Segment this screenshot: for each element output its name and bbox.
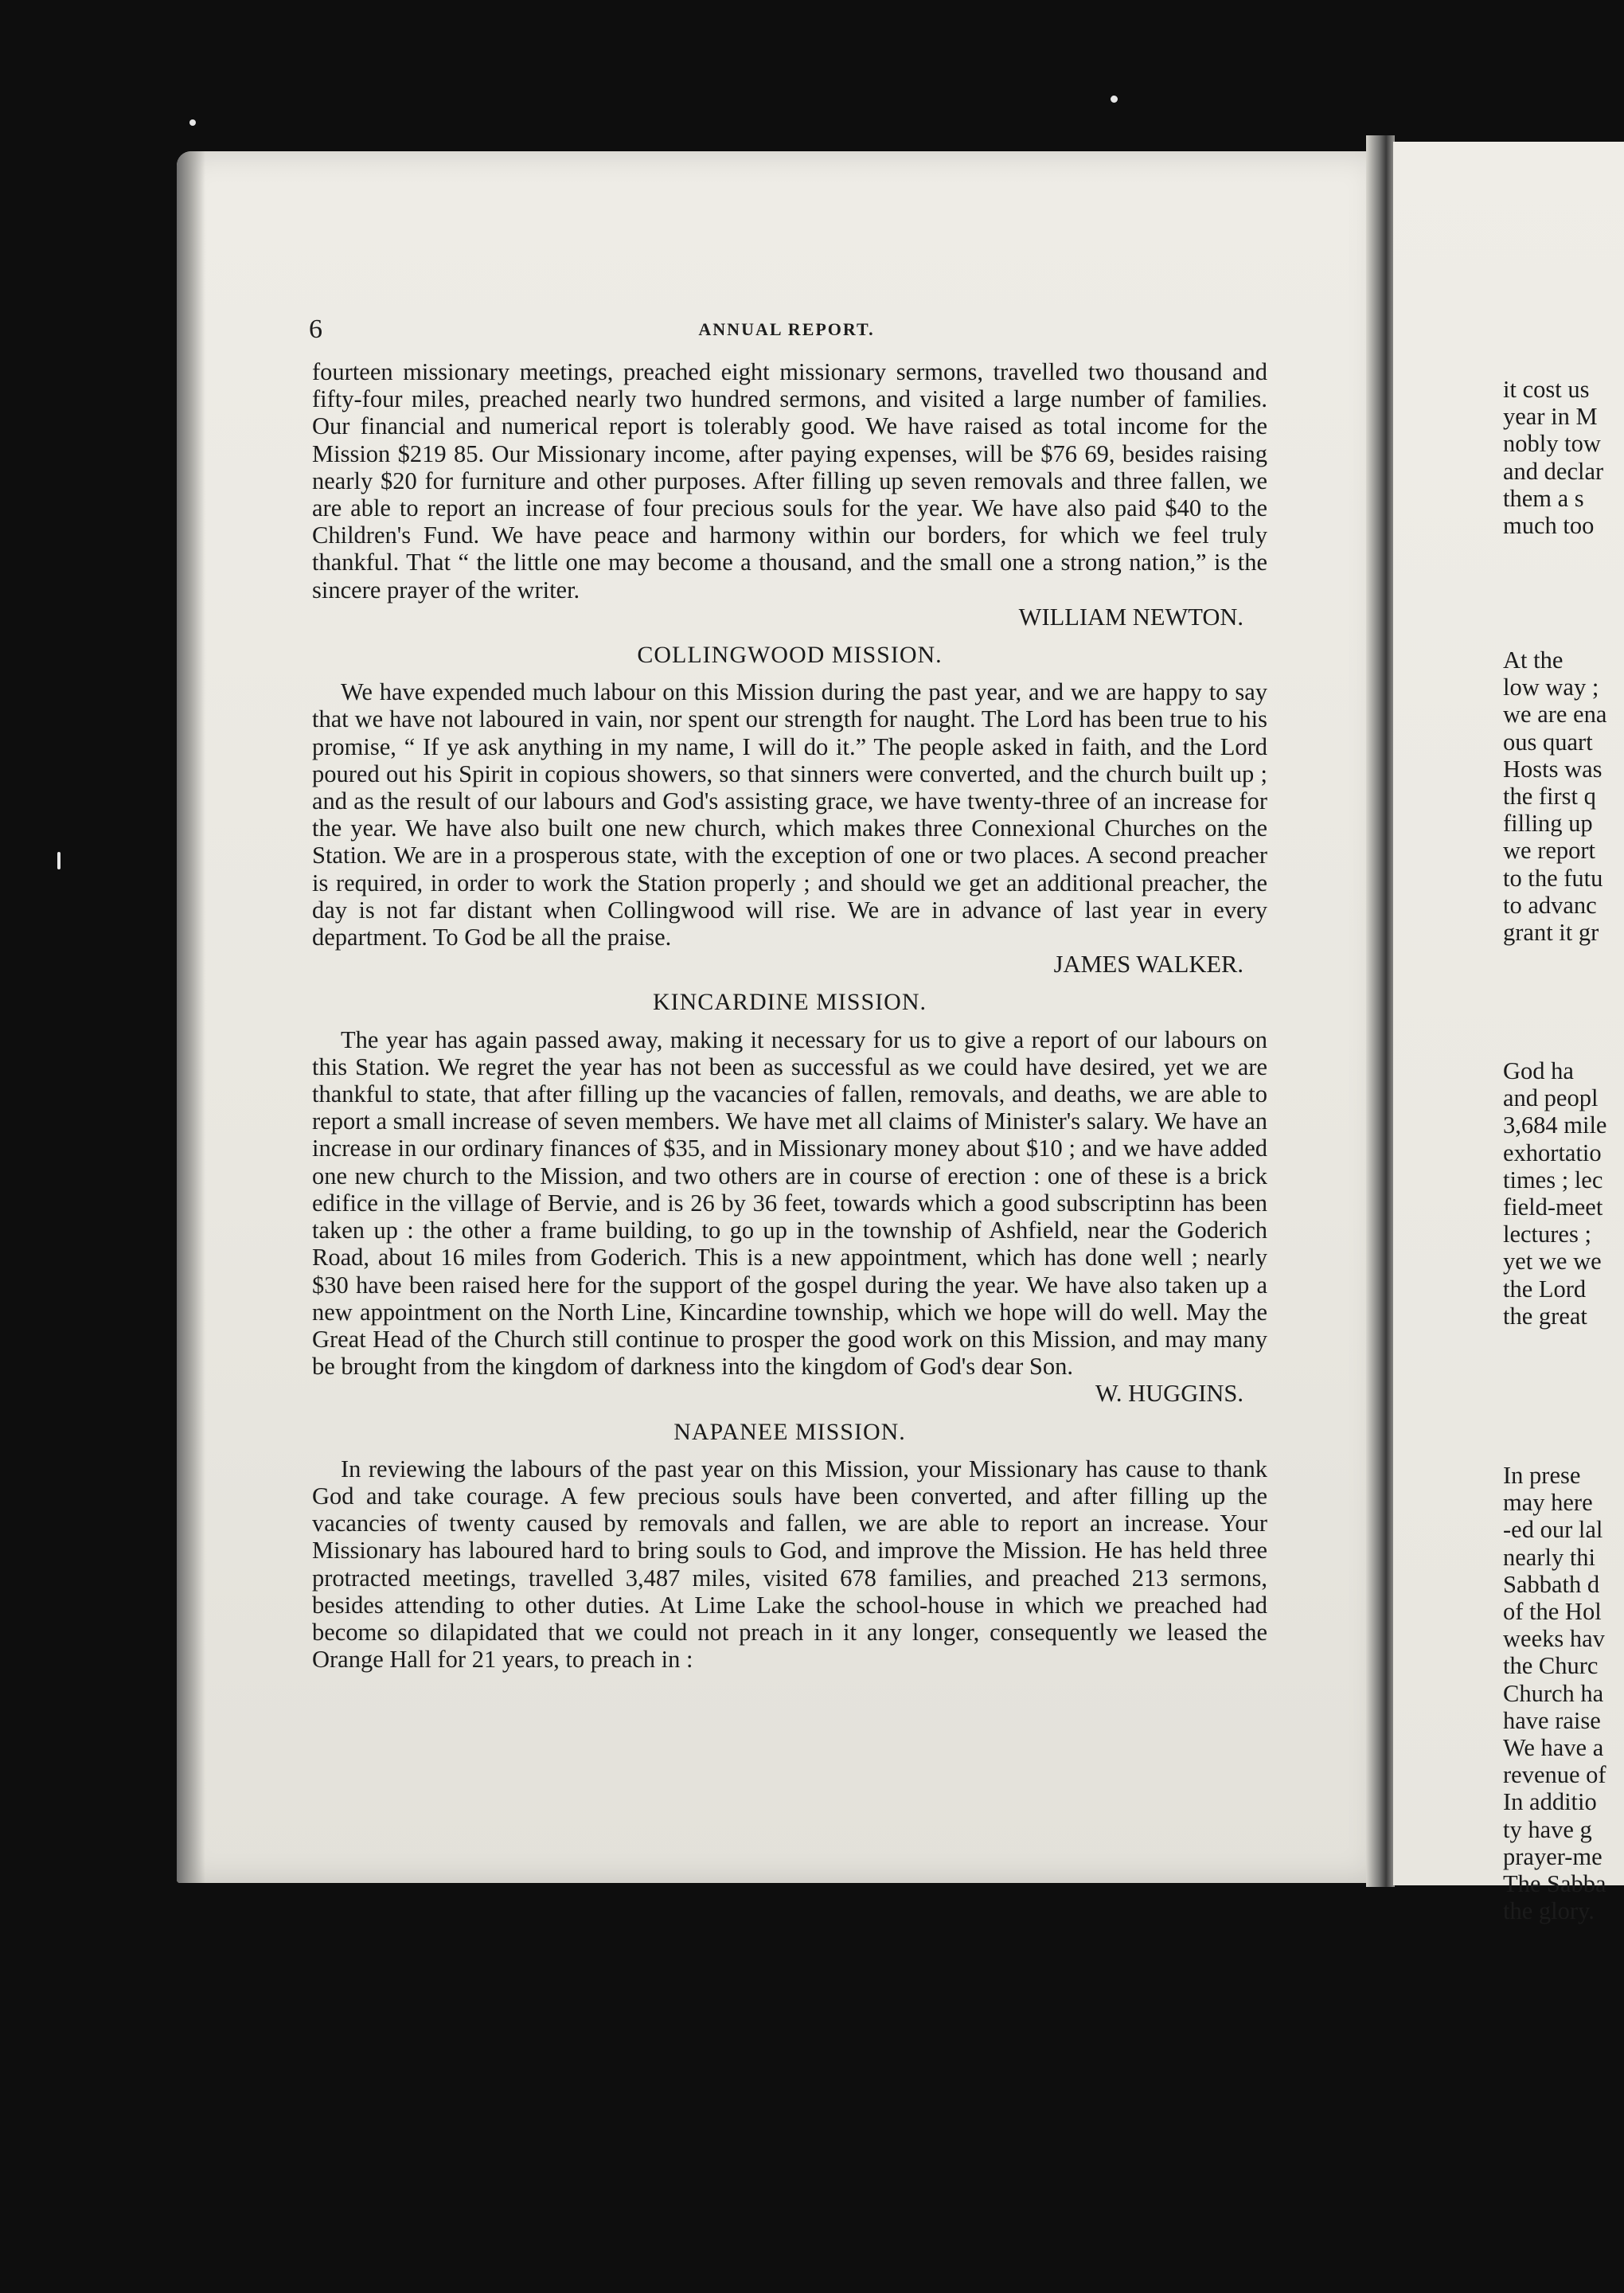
fragment-line: Hosts was (1503, 755, 1603, 783)
fragment-line: In prese (1503, 1462, 1581, 1489)
fragment-line: the great (1503, 1302, 1587, 1330)
section-title-collingwood: COLLINGWOOD MISSION. (637, 642, 943, 669)
section-body-kincardine: The year has again passed away, making it necessary for us to give a report of our labours on this Station. We regret the year has not been as successful as we could have desired, yet we are thankful to state, that after filling up the vacancies of fallen, removals, and deaths, we are able to report a small increase of seven members. We have met all claims of Minister's salary. We have an increase in our ordinary finances of $35, and in Missionary money about $10 ; and we have added one new church to the Mission, and two others are in course of erection : one of these is a brick edifice in the village of Bervie, and is 26 by 36 feet, towards which a good subscriptinn has been taken up : the other a frame building, to go up in the township of Ashfield, near the Goderich Road, about 16 miles from Goderich. This is a new appointment, which has done well ; nearly $30 have been raised here for the support of the gospel during the year. We have also taken up a new appointment on the North Line, Kincardine township, which we hope will do well. May the Great Head of the Church still continue to prosper the good work on this Mission, and may many be brought from the kingdom of darkness into the kingdom of God's dear Son. (312, 1025, 1267, 1381)
right-fragment-block-3 (1503, 1057, 1624, 1330)
running-head (309, 314, 1264, 346)
fragment-line: may here (1503, 1489, 1593, 1517)
fragment-line: the glory. (1503, 1897, 1595, 1925)
fragment-line: low way ; (1503, 674, 1599, 701)
opening-paragraph: fourteen missionary meetings, preached eight missionary sermons, travelled two thousand and fifty-four miles, preached nearly two hundred sermons, and visited a large number of families. Our financial and numerical report is tolerably good. We have raised as total income for the Mission $219 85. Our Missionary income, after paying expenses, will be $76 69, besides raising nearly $20 for furniture and other purposes. After filling up seven removals and three fallen, we are able to report an increase of four precious souls for the year. We have also paid $40 to the Children's Fund. We have peace and harmony within our borders, for which we feel truly thankful. That “ the little one may become a thousand, and the small one a strong nation,” is the sincere prayer of the writer. (312, 358, 1267, 604)
right-fragment-block-2 (1503, 646, 1624, 946)
fragment-line: revenue of (1503, 1761, 1606, 1789)
fragment-line: and declar (1503, 457, 1604, 485)
right-fragment-block-1 (1503, 376, 1624, 539)
book-gutter (1366, 135, 1395, 1887)
fragment-line: 3,684 mile (1503, 1111, 1607, 1139)
dust-speck (1111, 96, 1118, 103)
signature-james-walker: JAMES WALKER. (1053, 951, 1243, 979)
fragment-line: the Lord (1503, 1275, 1587, 1303)
fragment-line: we are ena (1503, 701, 1607, 729)
fragment-line: much too (1503, 512, 1595, 540)
fragment-line: times ; lec (1503, 1166, 1603, 1193)
section-body-napanee: In reviewing the labours of the past year on this Mission, your Missionary has cause to thank God and take courage. A few precious souls have been converted, and after filling up the vacancies of twenty caused by removals and fallen, we are able to report an increase. Your Missionary has laboured hard to bring souls to God, and improve the Mission. He has held three protracted meetings, travelled 3,487 miles, visited 678 families, and preached 213 sermons, besides attending to other duties. At Lime Lake the school-house in which we preached had become so dilapidated that we could not preach in it any longer, consequently we leased the Orange Hall for 21 years, to preach in : (312, 1455, 1267, 1674)
fragment-line: exhortatio (1503, 1139, 1602, 1166)
fragment-line: ty have g (1503, 1815, 1592, 1843)
signature-w-huggins: W. HUGGINS. (1095, 1380, 1243, 1408)
dust-speck (189, 119, 196, 126)
fragment-line: Church ha (1503, 1679, 1604, 1707)
fragment-line: them a s (1503, 484, 1584, 512)
fragment-line: nobly tow (1503, 430, 1601, 458)
fragment-line: prayer-me (1503, 1842, 1603, 1870)
fragment-line: year in M (1503, 403, 1598, 431)
fragment-line: the Churc (1503, 1652, 1599, 1680)
fragment-line: yet we we (1503, 1248, 1602, 1275)
fragment-line: In additio (1503, 1788, 1597, 1816)
fragment-line: to the futu (1503, 864, 1603, 892)
left-column (312, 358, 1267, 1673)
signature-william-newton: WILLIAM NEWTON. (1018, 603, 1243, 631)
fragment-line: God ha (1503, 1057, 1574, 1084)
fragment-line: The Sabba (1503, 1870, 1606, 1898)
fragment-line: lectures ; (1503, 1221, 1591, 1248)
fragment-line: -ed our lal (1503, 1516, 1603, 1544)
page-number: 6 (309, 314, 322, 344)
section-title-kincardine: KINCARDINE MISSION. (652, 989, 927, 1016)
fragment-line: to advanc (1503, 891, 1597, 919)
right-fragment-block-4 (1503, 1462, 1624, 1924)
fragment-line: weeks hav (1503, 1625, 1605, 1653)
fragment-line: At the (1503, 646, 1563, 674)
fragment-line: We have a (1503, 1734, 1604, 1762)
fragment-line: ous quart (1503, 728, 1593, 756)
fragment-line: nearly thi (1503, 1543, 1596, 1571)
fragment-line: field-meet (1503, 1193, 1603, 1221)
fragment-line: the first q (1503, 783, 1596, 811)
fragment-line: grant it gr (1503, 919, 1599, 947)
header-title: ANNUAL REPORT. (698, 319, 875, 339)
fragment-line: filling up (1503, 810, 1593, 838)
section-body-collingwood: We have expended much labour on this Mission during the past year, and we are happy to say that we have not laboured in vain, nor spent our strength for naught. The Lord has been true to his promise, “ If ye ask anything in my name, I will do it.” The people asked in faith, and the Lord poured out his Spirit in copious showers, so that sinners were converted, and the church built up ; and as the result of our labours and God's assisting grace, we have twenty-three of an increase for the year. We have also built one new church, which makes three Connexional Churches on the Station. We are in a prosperous state, with the exception of one or two places. A second preacher is required, in order to work the Station properly ; and should we get an additional preacher, the day is not far distant when Collingwood will rise. We are in advance of last year in every department. To God be all the praise. (312, 678, 1267, 951)
fragment-line: have raise (1503, 1706, 1601, 1734)
fragment-line: we report (1503, 837, 1596, 865)
fragment-line: Sabbath d (1503, 1570, 1600, 1598)
dust-speck (57, 852, 61, 869)
fragment-line: of the Hol (1503, 1598, 1602, 1626)
page-edge-shadow (177, 151, 205, 1883)
fragment-line: and peopl (1503, 1084, 1599, 1112)
fragment-line: it cost us (1503, 376, 1590, 403)
section-title-napanee: NAPANEE MISSION. (673, 1418, 906, 1445)
